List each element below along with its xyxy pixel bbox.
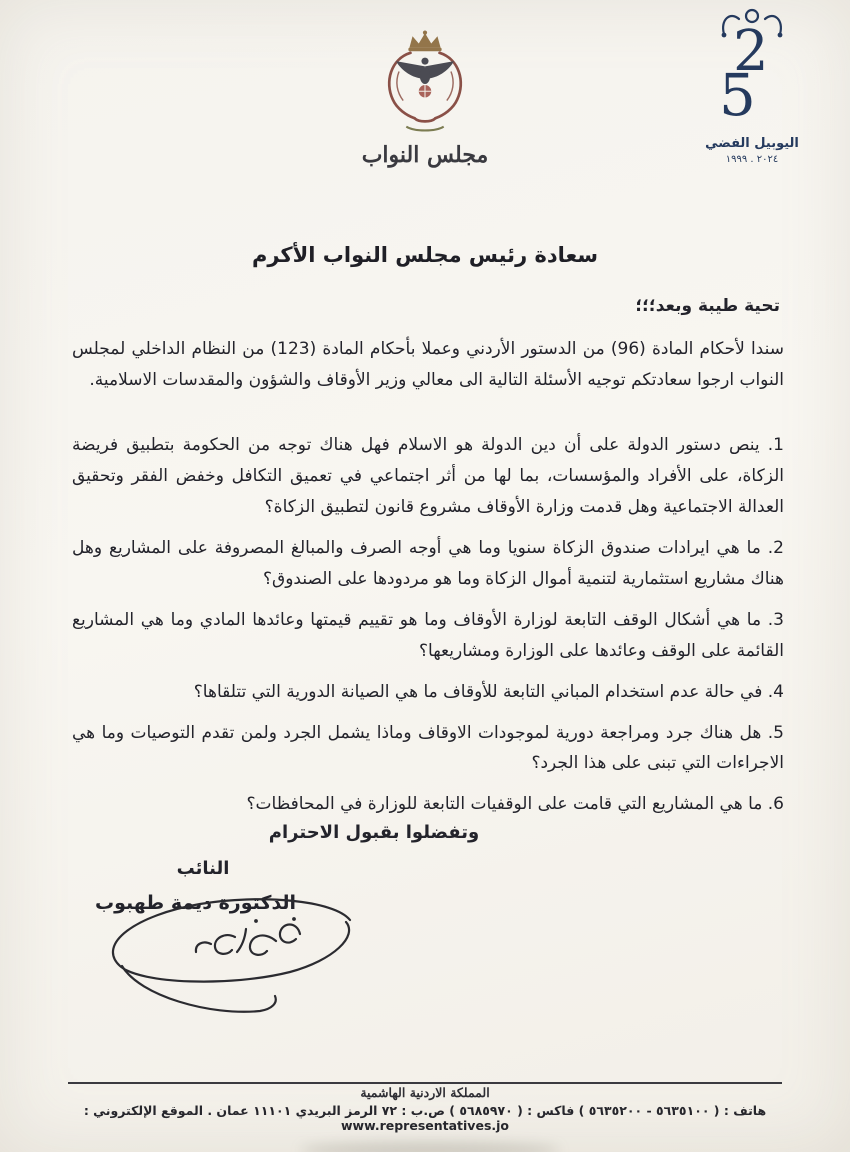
question-6: 6. ما هي المشاريع التي قامت على الوقفيات التابعة للوزارة في المحافظات؟	[246, 794, 784, 815]
signer-name: الدكتورة ديمة طهبوب	[95, 892, 297, 914]
footer-divider	[68, 1082, 782, 1084]
intro-paragraph: سندا لأحكام المادة (96) من الدستور الأردني وعملا بأحكام المادة (123) من النظام الداخلي لمجلس النواب ارجوا سعادتكم توجيه الأسئلة التالية الى معالي وزير الأوقاف والشؤون والمقدسات الاسلامية.	[72, 339, 784, 390]
jubilee-25-logo	[692, 6, 812, 165]
royal-crest-icon	[375, 30, 475, 138]
signature	[88, 884, 378, 1024]
greeting-line: تحية طيبة وبعد؛؛؛	[635, 296, 780, 316]
jubilee-digit-5: 5	[719, 61, 756, 129]
contact-line: هاتف : ( ٥٦٣٥١٠٠ - ٥٦٣٥٢٠٠ ) فاكس : ( ٥٦٨٥٩٧٠ ) ص.ب : ٧٢ الرمز البريدي ١١١٠١ عمان . الموقع الإلكتروني : www.representatives.jo	[83, 1103, 767, 1133]
jubilee-number	[707, 19, 797, 134]
jubilee-title: اليوبيل الفضي	[705, 136, 799, 151]
question-1: 1. ينص دستور الدولة على أن دين الدولة هو الاسلام فهل هناك توجه من الحكومة بتطبيق فريضة الزكاة، على الأفراد والمؤسسات، بما لها من أثر اجتماعي في تعميق التكافل وخفض الفقر وتحقيق العدالة الاجتماعية وهل قدمت وزارة الأوقاف مشروع قانون لتطبيق الزكاة؟	[72, 435, 784, 517]
scan-artifact	[300, 1142, 560, 1152]
question-5: 5. هل هناك جرد ومراجعة دورية لموجودات الاوقاف وماذا يشمل الجرد ولمن تقدم التوصيات وما هي الاجراءات التي تبنى على هذا الجرد؟	[72, 722, 784, 774]
question-3: 3. ما هي أشكال الوقف التابعة لوزارة الأوقاف وما هو تقييم قيمتها وعائدها المادي وما هي المشاريع القائمة على الوقف وعائدها على الوزارة ومشاريعها؟	[72, 609, 784, 661]
jubilee-digit-2: 2	[733, 19, 769, 84]
letter-title: سعادة رئيس مجلس النواب الأكرم	[251, 243, 599, 267]
jubilee-years: ٢٠٢٤ . ١٩٩٩	[725, 154, 779, 165]
parliament-name: مجلس النواب	[361, 142, 489, 168]
question-2: 2. ما هي ايرادات صندوق الزكاة سنويا وما هي أوجه الصرف والمبالغ المصروفة على المشاريع وهل هناك مشاريع استثمارية لتنمية أموال الزكاة وما هو مردودها على الصندوق؟	[72, 537, 784, 589]
kingdom-name: المملكة الاردنية الهاشمية	[360, 1085, 490, 1100]
signer-role: النائب	[176, 858, 230, 879]
closing-line: وتفضلوا بقبول الاحترام	[268, 822, 480, 843]
questions-list	[72, 430, 784, 830]
question-4: 4. في حالة عدم استخدام المباني التابعة للأوقاف ما هي الصيانة الدورية التي تتلقاها؟	[193, 681, 784, 702]
footer	[0, 1082, 850, 1133]
